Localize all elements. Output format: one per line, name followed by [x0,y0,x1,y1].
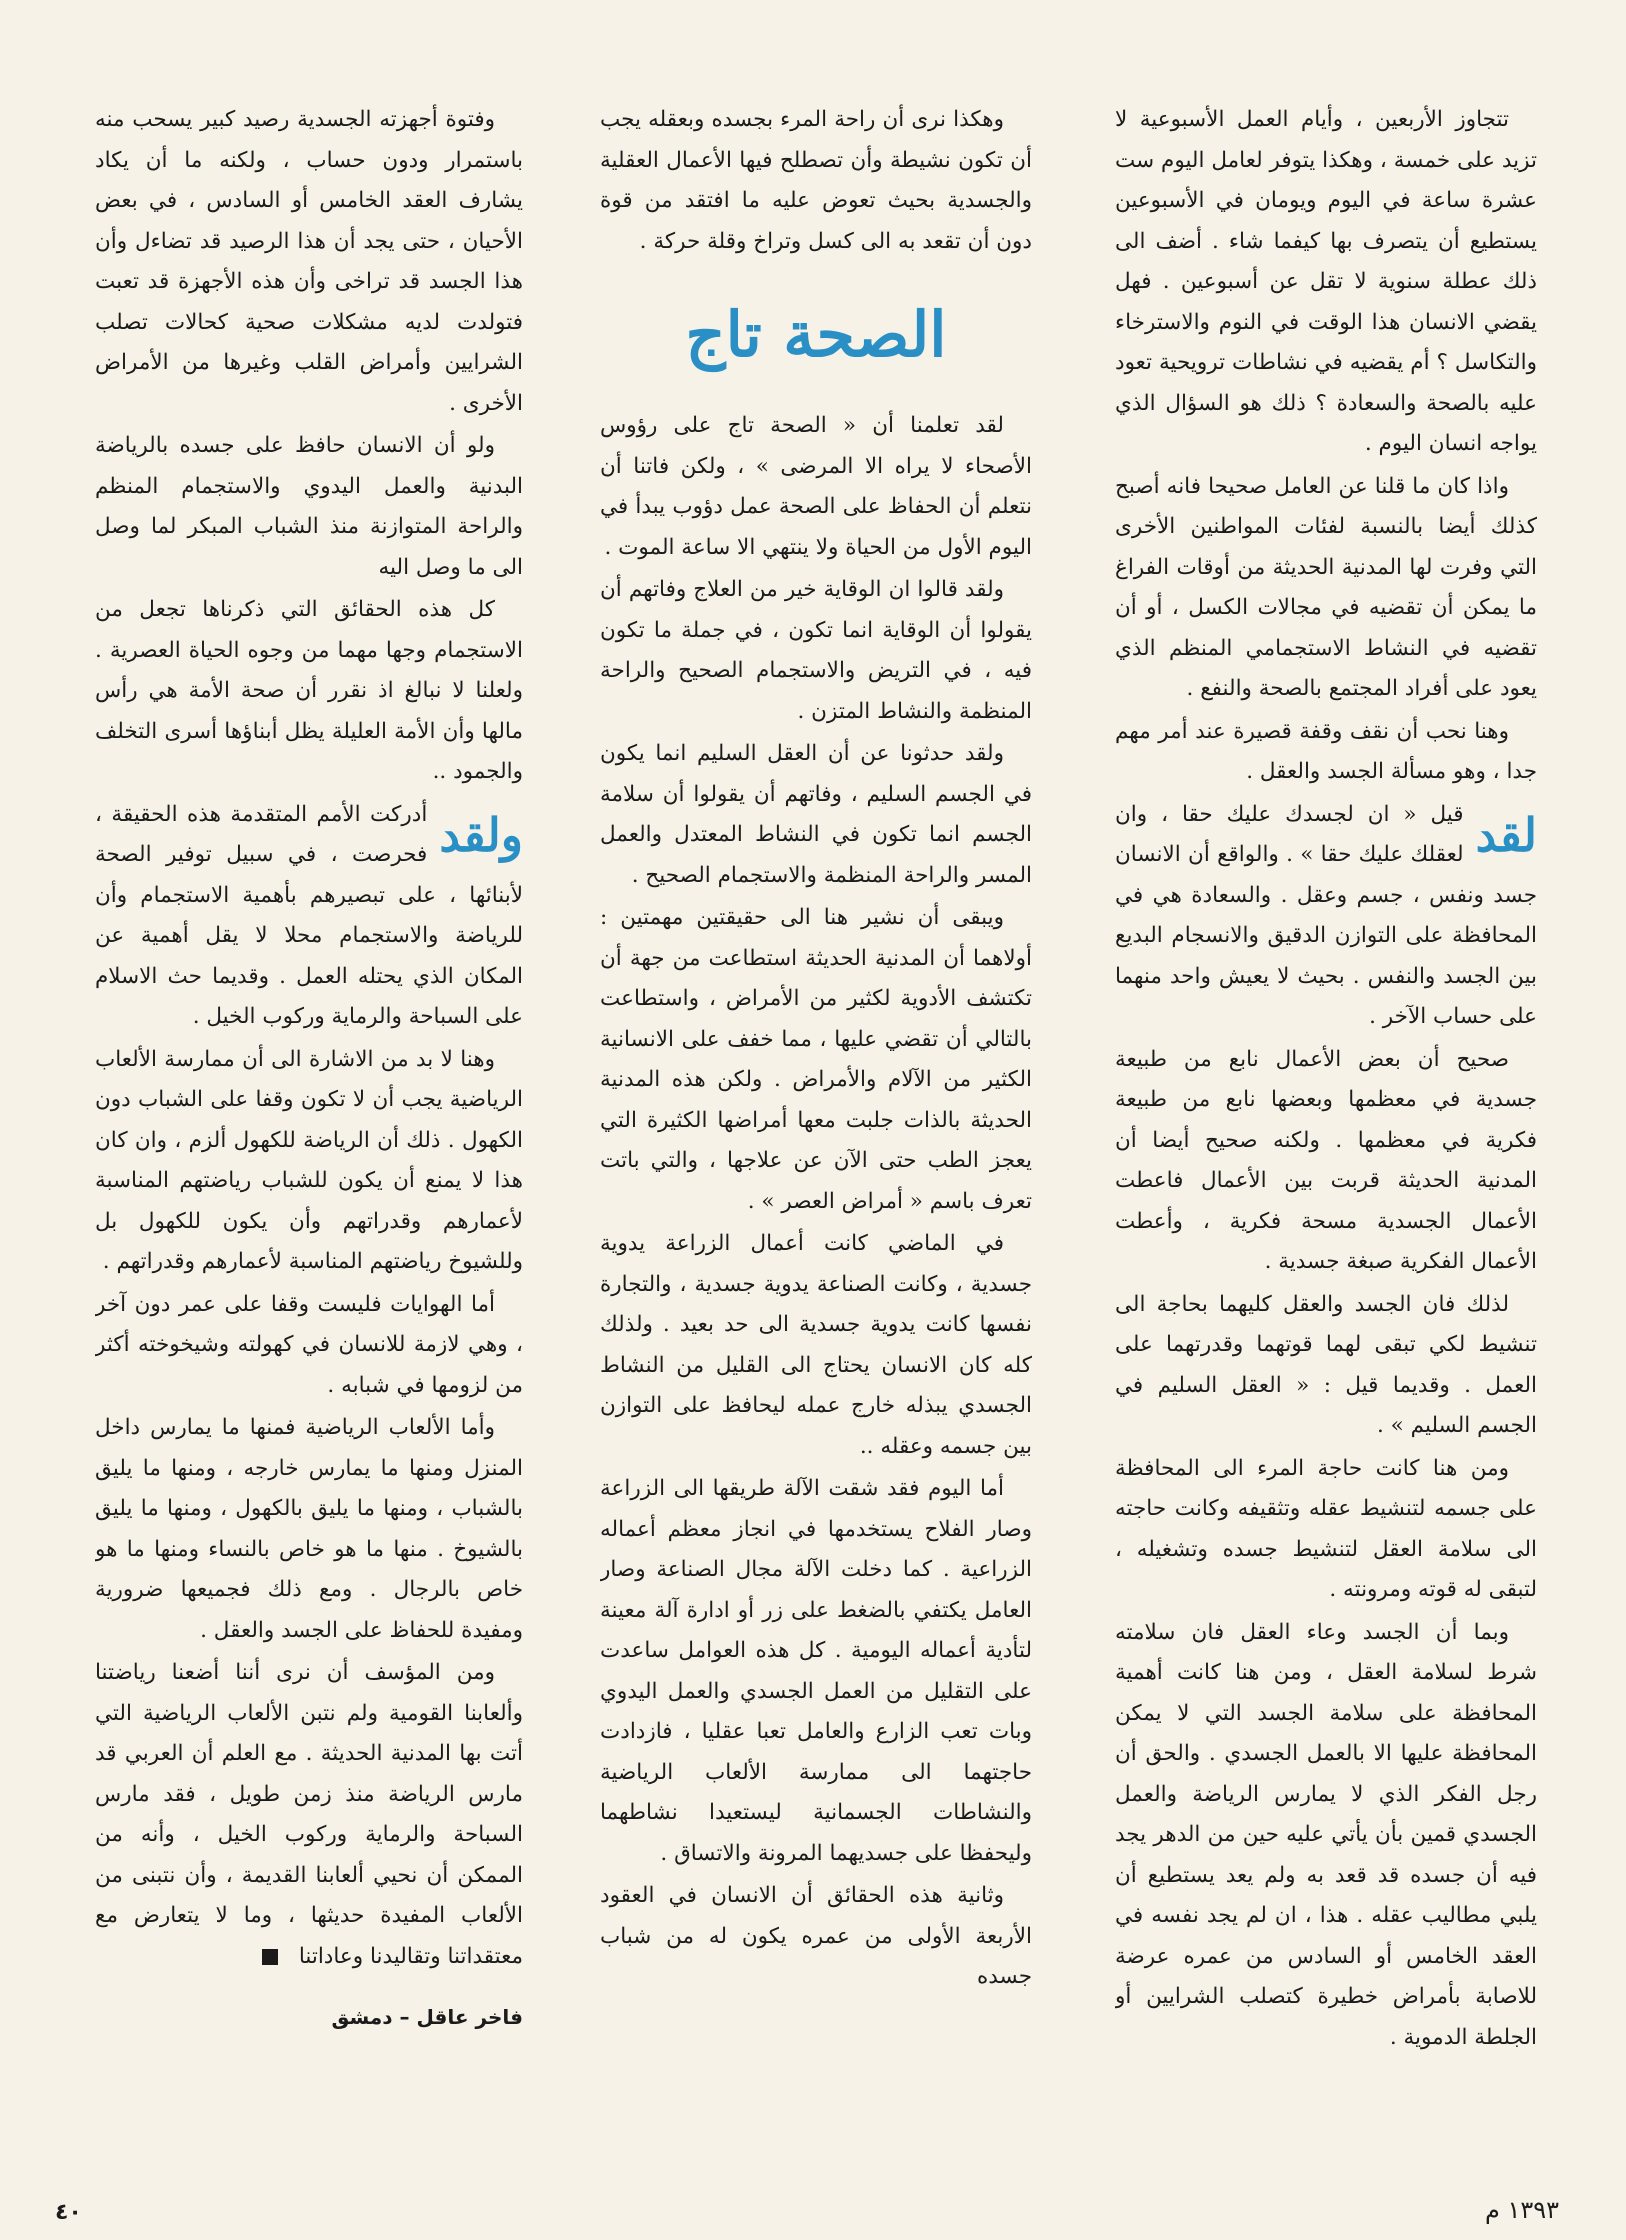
paragraph: في الماضي كانت أعمال الزراعة يدوية جسدية ، وكانت الصناعة يدوية جسدية ، والتجارة نفسها كانت يدوية جسدية الى حد بعيد . ولذلك كله كان الانسان يحتاج الى القليل من النشاط الجسدي يبذله خارج عمله ليحافظ على التوازن بين جسمه وعقله .. [600,1231,1032,1459]
dropcap-walaqad: ولقد [439,807,523,862]
paragraph: وهكذا نرى أن راحة المرء بجسده وبعقله يجب أن تكون نشيطة وأن تصطلح فيها الأعمال العقلية والجسدية بحيث تعوض عليه ما افتقد من قوة دون أن تقعد به الى كسل وتراخ وقلة حركة . [600,107,1032,254]
paragraph: ولقد حدثونا عن أن العقل السليم انما يكون في الجسم السليم ، وفاتهم أن يقولوا أن سلامة الجسم انما تكون في النشاط المعتدل والعمل المسر والراحة المنظمة والاستجمام الصحيح . [600,741,1032,888]
paragraph: ولو أن الانسان حافظ على جسده بالرياضة البدنية والعمل اليدوي والاستجمام المنظم والراحة المتوازنة منذ الشباب المبكر لما وصل الى ما وصل اليه [95,433,523,580]
paragraph: ومن هنا كانت حاجة المرء الى المحافظة على جسمه لتنشيط عقله وتثقيفه وكانت حاجته الى سلامة العقل لتنشيط جسده وتشغيله ، لتبقى له قوته ومرونته . [1115,1455,1537,1602]
paragraph-with-dropcap [95,795,523,1038]
paragraph-last [95,1653,523,1977]
paragraph: ولقد قالوا ان الوقاية خير من العلاج وفاتهم أن يقولوا أن الوقاية انما تكون ، في جملة ما تكون فيه ، في التريض والاستجمام الصحيح والراحة المنظمة والنشاط المتزن . [600,577,1032,724]
paragraph: وفتوة أجهزته الجسدية رصيد كبير يسحب منه باستمرار ودون حساب ، ولكنه ما أن يكاد يشارف العقد الخامس أو السادس ، في بعض الأحيان ، حتى يجد أن هذا الرصيد قد تضاءل وأن هذا الجسد قد تراخى وأن هذه الأجهزة قد تعبت فتولدت لديه مشكلات صحية كحالات تصلب الشرايين وأمراض القلب وغيرها من الأمراض الأخرى . [95,107,523,416]
column-middle [600,100,1032,2120]
paragraph: تتجاوز الأربعين ، وأيام العمل الأسبوعية لا تزيد على خمسة ، وهكذا يتوفر لعامل اليوم ست عشرة ساعة في اليوم ويومان في الأسبوعين يستطيع أن يتصرف بها كيفما شاء . أضف الى ذلك عطلة سنوية لا تقل عن أسبوعين . فهل يقضي الانسان هذا الوقت في النوم والاسترخاء والتكاسل ؟ أم يقضيه في نشاطات ترويحية تعود عليه بالصحة والسعادة ؟ ذلك هو السؤال الذي يواجه انسان اليوم . [1115,107,1537,456]
paragraph: واذا كان ما قلنا عن العامل صحيحا فانه أصبح كذلك أيضا بالنسبة لفئات المواطنين الأخرى التي وفرت لها المدنية الحديثة من أوقات الفراغ ما يمكن أن تقضيه في مجالات الكسل ، أو أن تقضيه في النشاط الاستجمامي المنظم الذي يعود على أفراد المجتمع بالصحة والنفع . [1115,473,1537,701]
paragraph: وأما الألعاب الرياضية فمنها ما يمارس داخل المنزل ومنها ما يمارس خارجه ، ومنها ما يليق بالشباب ، ومنها ما يليق بالكهول ، ومنها ما يليق بالشيوخ . منها ما هو خاص بالنساء ومنها ما هو خاص بالرجال . ومع ذلك فجميعها ضرورية ومفيدة للحفاظ على الجسد والعقل . [95,1415,523,1643]
paragraph: لذلك فان الجسد والعقل كليهما بحاجة الى تنشيط لكي تبقى لهما قوتهما وقدرتهما على العمل . وقديما قيل : « العقل السليم في الجسم السليم » . [1115,1291,1537,1438]
dropcap-laqad: لقد [1475,807,1537,862]
paragraph: ويبقى أن نشير هنا الى حقيقتين مهمتين : أولاهما أن المدنية الحديثة استطاعت من جهة أن تكتشف الأدوية لكثير من الأمراض ، واستطاعت بالتالي أن تقضي عليها ، مما خفف على الانسانية الكثير من الآلام والأمراض . ولكن هذه المدنية الحديثة بالذات جلبت معها أمراضها الكثيرة التي يعجز الطب حتى الآن عن علاجها ، والتي باتت تعرف باسم « أمراض العصر » . [600,905,1032,1214]
author-signature: فاخر عاقل – دمشق [331,2005,523,2029]
paragraph: صحيح أن بعض الأعمال نابع من طبيعة جسدية في معظمها وبعضها نابع من طبيعة فكرية في معظمها . ولكنه صحيح أيضا أن المدنية الحديثة قربت بين الأعمال فاعطت الأعمال الجسدية مسحة فكرية ، وأعطت الأعمال الفكرية صبغة جسدية . [1115,1046,1537,1274]
column-left [95,100,523,2120]
paragraph: لقد تعلمنا أن « الصحة تاج على رؤوس الأصحاء لا يراه الا المرضى » ، ولكن فاتنا أن نتعلم أن الحفاظ على الصحة عمل دؤوب يبدأ في اليوم الأول من الحياة ولا ينتهي الا ساعة الموت . [600,413,1032,560]
paragraph: وهنا لا بد من الاشارة الى أن ممارسة الألعاب الرياضية يجب أن لا تكون وقفا على الشباب دون الكهول . ذلك أن الرياضة للكهول ألزم ، وان كان هذا لا يمنع أن يكون للشباب رياضتهم المناسبة لأعمارهم وقدراتهم وأن يكون للكهول بل وللشيوخ رياضتهم المناسبة لأعمارهم وقدراتهم . [95,1046,523,1274]
page-number: ٤٠ [55,2200,82,2225]
paragraph-text: قيل « ان لجسدك عليك حقا ، وان لعقلك عليك حقا » . والواقع أن الانسان جسد ونفس ، جسم وعقل . والسعادة هي في المحافظة على التوازن الدقيق والانسجام البديع بين الجسد والنفس . بحيث لا يعيش واحد منهما على حساب الآخر . [1115,801,1537,1029]
paragraph-text: أدركت الأمم المتقدمة هذه الحقيقة ، فحرصت ، في سبيل توفير الصحة لأبنائها ، على تبصيرهم بأهمية الاستجمام وأن للرياضة والاستجمام محلا لا يقل أهمية عن المكان الذي يحتله العمل . وقديما حث الاسلام على السباحة والرماية وركوب الخيل . [95,801,523,1029]
paragraph: أما الهوايات فليست وقفا على عمر دون آخر ، وهي لازمة للانسان في كهولته وشيخوخته أكثر من لزومها في شبابه . [95,1291,523,1398]
paragraph-text: ومن المؤسف أن نرى أننا أضعنا رياضتنا وألعابنا القومية ولم نتبن الألعاب الرياضية التي أتت بها المدنية الحديثة . مع العلم أن العربي قد مارس الرياضة منذ زمن طويل ، فقد مارس السباحة والرماية وركوب الخيل ، وأنه من الممكن أن نحيي ألعابنا القديمة ، وأن نتبنى من الألعاب المفيدة حديثها ، وما لا يتعارض مع معتقداتنا وتقاليدنا وعاداتنا [95,1660,523,1969]
paragraph: وهنا نحب أن نقف وقفة قصيرة عند أمر مهم جدا ، وهو مسألة الجسد والعقل . [1115,718,1537,784]
paragraph: وبما أن الجسد وعاء العقل فان سلامته شرط لسلامة العقل ، ومن هنا كانت أهمية المحافظة على سلامة الجسد التي لا يمكن المحافظة عليها الا بالعمل الجسدي . والحق أن رجل الفكر الذي لا يمارس الرياضة والعمل الجسدي قمين بأن يأتي عليه حين من الدهر يجد فيه أن جسده قد قعد به ولم يعد يستطيع أن يلبي مطاليب عقله . هذا ، ان لم يجد نفسه في العقد الخامس أو السادس من عمره عرضة للاصابة بأمراض خطيرة كتصلب الشرايين أو الجلطة الدموية . [1115,1619,1537,2050]
column-right [1115,100,1537,2120]
footer-date: ١٣٩٣ م [1485,2196,1560,2224]
paragraph: كل هذه الحقائق التي ذكرناها تجعل من الاستجمام وجها مهما من وجوه الحياة العصرية . ولعلنا لا نبالغ اذ نقرر أن صحة الأمة هي رأس مالها وأن الأمة العليلة يظل أبناؤها أسرى التخلف والجمود .. [95,597,523,784]
paragraph: أما اليوم فقد شقت الآلة طريقها الى الزراعة وصار الفلاح يستخدمها في انجاز معظم أعماله الزراعية . كما دخلت الآلة مجال الصناعة وصار العامل يكتفي بالضغط على زر أو ادارة آلة معينة لتأدية أعماله اليومية . كل هذه العوامل ساعدت على التقليل من العمل الجسدي والعمل اليدوي وبات تعب الزارع والعامل تعبا عقليا ، فازدادت حاجتهما الى ممارسة الألعاب الرياضية والنشاطات الجسمانية ليستعيدا نشاطهما وليحفظا على جسديهما المرونة والاتساق . [600,1476,1032,1866]
end-square-icon [262,1949,278,1965]
paragraph: وثانية هذه الحقائق أن الانسان في العقود الأربعة الأولى من عمره يكون له من شباب جسده [600,1883,1032,1989]
article-title: الصحة تاج [685,298,947,371]
paragraph-with-dropcap [1115,795,1537,1038]
